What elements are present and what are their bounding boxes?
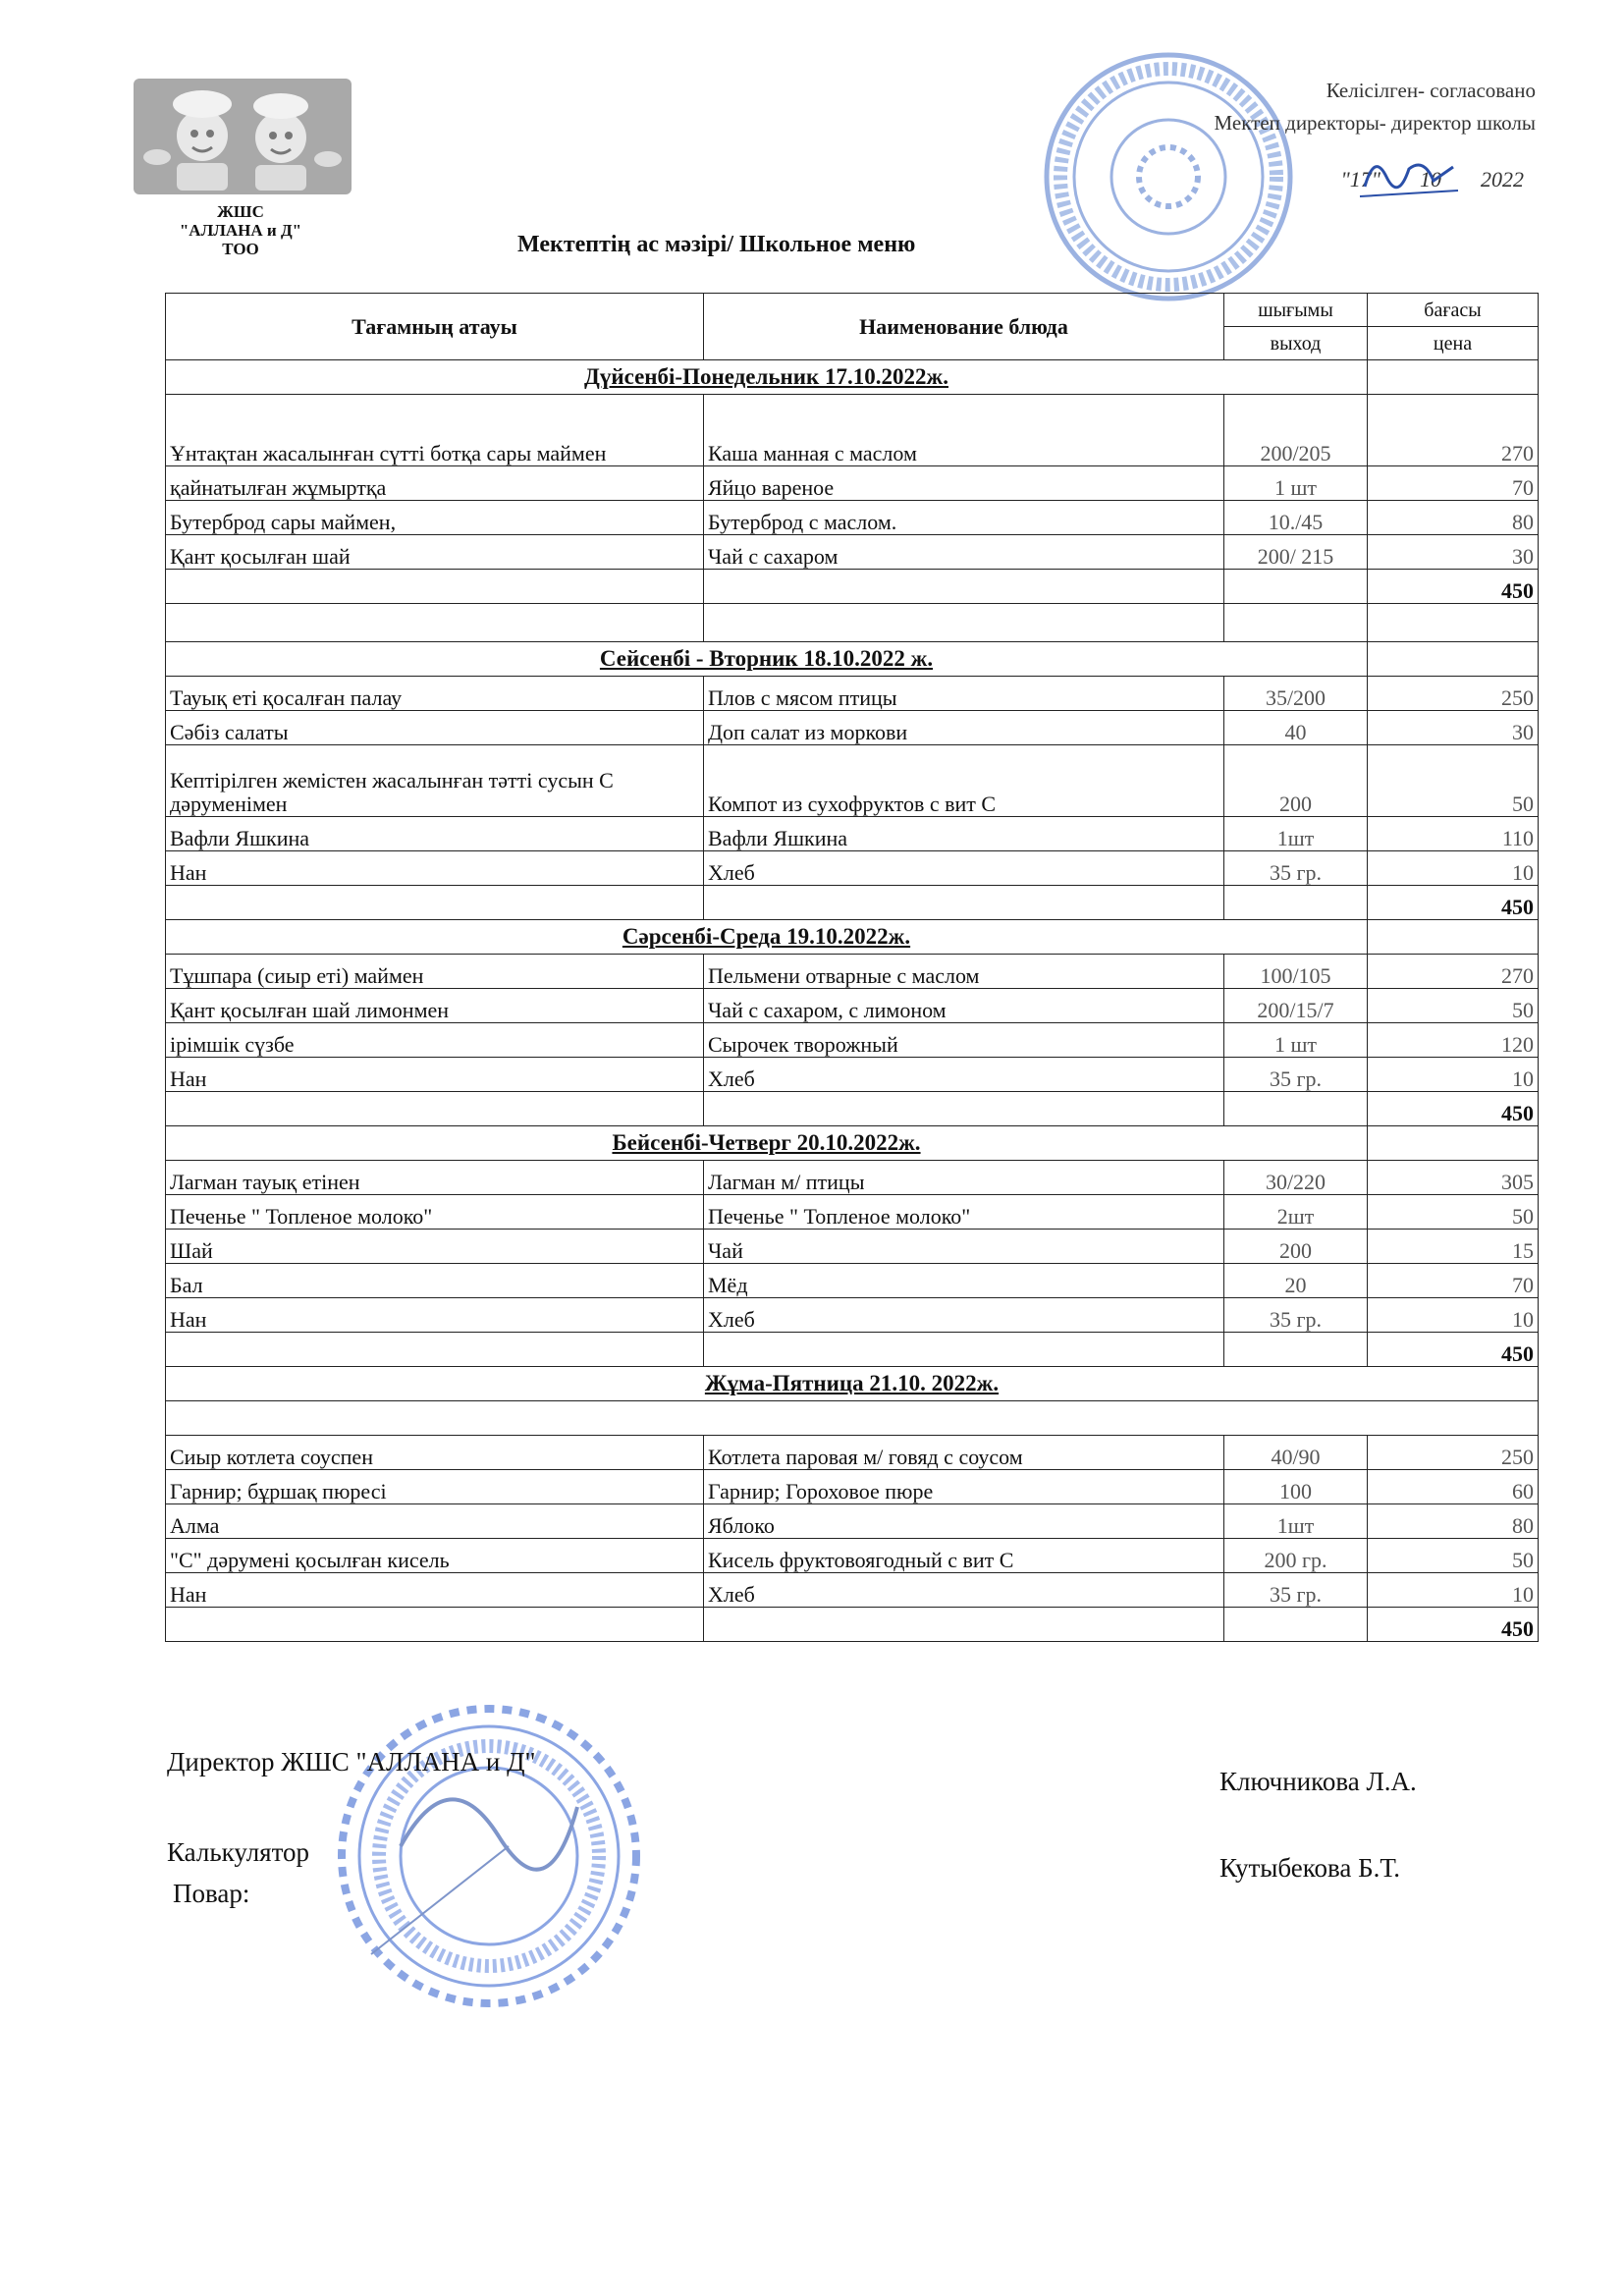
dish-kz: Нан: [166, 1573, 704, 1608]
dish-price: 80: [1368, 501, 1539, 535]
dish-kz: Тұшпара (сиыр еті) маймен: [166, 955, 704, 989]
dish-price: 60: [1368, 1470, 1539, 1504]
dish-ru: Сырочек творожный: [704, 1023, 1224, 1058]
header-price-ru: цена: [1368, 327, 1539, 360]
dish-qty: 1 шт: [1224, 1023, 1368, 1058]
dish-price: 250: [1368, 677, 1539, 711]
dish-price: 250: [1368, 1436, 1539, 1470]
dish-qty: 20: [1224, 1264, 1368, 1298]
director-label: Директор ЖШС "АЛЛАНА и Д": [167, 1747, 536, 1777]
dish-price: 30: [1368, 535, 1539, 570]
dish-price: 50: [1368, 989, 1539, 1023]
table-row: [166, 677, 1539, 711]
dish-kz: Қант қосылған шай лимонмен: [166, 989, 704, 1023]
director-signature-icon: [1355, 147, 1463, 206]
dish-kz: Нан: [166, 1298, 704, 1333]
dish-ru: Пельмени отварные с маслом: [704, 955, 1224, 989]
dish-kz: Алма: [166, 1504, 704, 1539]
dish-price: 305: [1368, 1161, 1539, 1195]
dish-qty: 35/200: [1224, 677, 1368, 711]
dish-ru: Хлеб: [704, 1298, 1224, 1333]
table-row: [166, 1504, 1539, 1539]
table-row: [166, 501, 1539, 535]
dish-ru: Бутерброд с маслом.: [704, 501, 1224, 535]
dish-qty: 35 гр.: [1224, 1573, 1368, 1608]
total-row: [166, 1333, 1539, 1367]
table-row: [166, 395, 1539, 466]
day-total: 450: [1368, 570, 1539, 604]
approval-line-1: Келісілген- согласовано: [1326, 79, 1536, 102]
logo-line-3: ТОО: [222, 240, 259, 258]
dish-ru: Доп салат из моркови: [704, 711, 1224, 745]
dish-qty: 40/90: [1224, 1436, 1368, 1470]
dish-ru: Компот из сухофруктов с вит С: [704, 745, 1224, 817]
day-total: 450: [1368, 1333, 1539, 1367]
total-row: [166, 886, 1539, 920]
dish-kz: Нан: [166, 1058, 704, 1092]
day-title: Бейсенбі-Четверг 20.10.2022ж.: [612, 1130, 921, 1155]
dish-kz: Бал: [166, 1264, 704, 1298]
dish-ru: Хлеб: [704, 851, 1224, 886]
dish-ru: Мёд: [704, 1264, 1224, 1298]
dish-ru: Кисель фруктовоягодный с вит С: [704, 1539, 1224, 1573]
table-row: [166, 1298, 1539, 1333]
table-row: [166, 989, 1539, 1023]
calculator-label: Калькулятор: [167, 1837, 310, 1867]
approval-line-2: Мектеп директоры- директор школы: [1214, 111, 1536, 135]
dish-price: 10: [1368, 1058, 1539, 1092]
dish-ru: Яблоко: [704, 1504, 1224, 1539]
dish-kz: Қант қосылған шай: [166, 535, 704, 570]
dish-qty: 35 гр.: [1224, 1058, 1368, 1092]
day-title: Дүйсенбі-Понедельник 17.10.2022ж.: [584, 364, 948, 389]
dish-kz: қайнатылған жұмыртқа: [166, 466, 704, 501]
dish-kz: "С" дәрумені қосылған кисель: [166, 1539, 704, 1573]
dish-qty: 35 гр.: [1224, 1298, 1368, 1333]
logo-line-2: "АЛЛАНА и Д": [179, 221, 302, 240]
table-row: [166, 1573, 1539, 1608]
dish-price: 70: [1368, 466, 1539, 501]
table-row: [166, 1161, 1539, 1195]
dish-price: 15: [1368, 1230, 1539, 1264]
spacer-row: [166, 1401, 1539, 1436]
dish-price: 70: [1368, 1264, 1539, 1298]
table-row: [166, 1470, 1539, 1504]
day-header-row: [166, 1367, 1539, 1401]
approval-date-year: 2022: [1481, 167, 1524, 191]
day-header-row: [166, 920, 1539, 955]
day-title: Жұма-Пятница 21.10. 2022ж.: [704, 1371, 1000, 1395]
dish-kz: Тауық еті қосалған палау: [166, 677, 704, 711]
table-row: [166, 1023, 1539, 1058]
dish-qty: 200 гр.: [1224, 1539, 1368, 1573]
header-kz-name: Тағамның атауы: [166, 294, 704, 360]
dish-ru: Хлеб: [704, 1058, 1224, 1092]
dish-price: 270: [1368, 395, 1539, 466]
approval-date-day: "17": [1340, 167, 1380, 191]
total-row: [166, 1608, 1539, 1642]
table-row: [166, 745, 1539, 817]
dish-kz: Сәбіз салаты: [166, 711, 704, 745]
table-row: [166, 1058, 1539, 1092]
dish-qty: 200: [1224, 745, 1368, 817]
total-row: [166, 1092, 1539, 1126]
table-row: [166, 1195, 1539, 1230]
dish-ru: Печенье " Топленое молоко": [704, 1195, 1224, 1230]
table-row: [166, 466, 1539, 501]
total-row: [166, 570, 1539, 604]
header-qty-ru: выход: [1224, 327, 1368, 360]
dish-kz: Гарнир; бұршақ пюресі: [166, 1470, 704, 1504]
dish-qty: 1 шт: [1224, 466, 1368, 501]
page-title: Мектептің ас мәзірі/ Школьное меню: [517, 232, 916, 257]
dish-price: 80: [1368, 1504, 1539, 1539]
dish-price: 10: [1368, 1573, 1539, 1608]
header-ru-name: Наименование блюда: [704, 294, 1224, 360]
dish-ru: Яйцо вареное: [704, 466, 1224, 501]
table-row: [166, 1264, 1539, 1298]
calculator-name: Кутыбекова Б.Т.: [1219, 1853, 1400, 1883]
table-row: [166, 535, 1539, 570]
cook-label: Повар:: [173, 1879, 250, 1908]
dish-ru: Вафли Яшкина: [704, 817, 1224, 851]
dish-qty: 100/105: [1224, 955, 1368, 989]
table-row: [166, 1436, 1539, 1470]
dish-ru: Хлеб: [704, 1573, 1224, 1608]
table-row: [166, 817, 1539, 851]
dish-kz: Лагман тауық етінен: [166, 1161, 704, 1195]
dish-ru: Чай с сахаром: [704, 535, 1224, 570]
dish-kz: Бутерброд сары маймен,: [166, 501, 704, 535]
dish-price: 110: [1368, 817, 1539, 851]
day-title: Сейсенбі - Вторник 18.10.2022 ж.: [599, 646, 934, 671]
dish-price: 120: [1368, 1023, 1539, 1058]
dish-kz: Ұнтақтан жасалынған сүтті ботқа сары маймен: [166, 395, 704, 466]
dish-ru: Лагман м/ птицы: [704, 1161, 1224, 1195]
dish-qty: 1шт: [1224, 817, 1368, 851]
dish-qty: 200/15/7: [1224, 989, 1368, 1023]
dish-qty: 30/220: [1224, 1161, 1368, 1195]
header-price-kz: бағасы: [1368, 294, 1539, 327]
dish-qty: 2шт: [1224, 1195, 1368, 1230]
dish-kz: Сиыр котлета соуспен: [166, 1436, 704, 1470]
dish-qty: 10./45: [1224, 501, 1368, 535]
approval-date-month: 10: [1420, 167, 1441, 191]
dish-ru: Чай с сахаром, с лимоном: [704, 989, 1224, 1023]
dish-qty: 1шт: [1224, 1504, 1368, 1539]
day-total: 450: [1368, 886, 1539, 920]
table-row: [166, 955, 1539, 989]
dish-kz: Нан: [166, 851, 704, 886]
dish-qty: 35 гр.: [1224, 851, 1368, 886]
chefs-logo-icon: [134, 79, 352, 194]
dish-kz: Вафли Яшкина: [166, 817, 704, 851]
dish-price: 270: [1368, 955, 1539, 989]
logo-line-1: ЖШС: [217, 202, 264, 221]
dish-price: 10: [1368, 1298, 1539, 1333]
dish-qty: 40: [1224, 711, 1368, 745]
company-logo: [128, 79, 353, 260]
dish-kz: Печенье " Топленое молоко": [166, 1195, 704, 1230]
day-header-row: [166, 360, 1539, 395]
dish-ru: Каша манная с маслом: [704, 395, 1224, 466]
dish-price: 50: [1368, 1539, 1539, 1573]
dish-ru: Плов с мясом птицы: [704, 677, 1224, 711]
menu-table: [165, 293, 1539, 1642]
dish-kz: ірімшік сүзбе: [166, 1023, 704, 1058]
table-row: [166, 851, 1539, 886]
dish-price: 30: [1368, 711, 1539, 745]
dish-kz: Кептірілген жемістен жасалынған тәтті сусын С дәруменімен: [166, 745, 704, 817]
table-row: [166, 1230, 1539, 1264]
dish-price: 50: [1368, 745, 1539, 817]
dish-qty: 100: [1224, 1470, 1368, 1504]
dish-qty: 200: [1224, 1230, 1368, 1264]
dish-price: 10: [1368, 851, 1539, 886]
dish-ru: Гарнир; Гороховое пюре: [704, 1470, 1224, 1504]
table-row: [166, 1539, 1539, 1573]
table-row: [166, 711, 1539, 745]
dish-price: 50: [1368, 1195, 1539, 1230]
dish-ru: Котлета паровая м/ говяд с соусом: [704, 1436, 1224, 1470]
day-header-row: [166, 642, 1539, 677]
header-qty-kz: шығымы: [1224, 294, 1368, 327]
day-title: Сәрсенбі-Среда 19.10.2022ж.: [622, 924, 911, 949]
day-header-row: [166, 1126, 1539, 1161]
director-name: Ключникова Л.А.: [1219, 1767, 1417, 1796]
dish-kz: Шай: [166, 1230, 704, 1264]
table-header-row: [166, 294, 1539, 327]
blank-row: [166, 604, 1539, 642]
dish-ru: Чай: [704, 1230, 1224, 1264]
day-total: 450: [1368, 1092, 1539, 1126]
dish-qty: 200/205: [1224, 395, 1368, 466]
dish-qty: 200/ 215: [1224, 535, 1368, 570]
day-total: 450: [1368, 1608, 1539, 1642]
